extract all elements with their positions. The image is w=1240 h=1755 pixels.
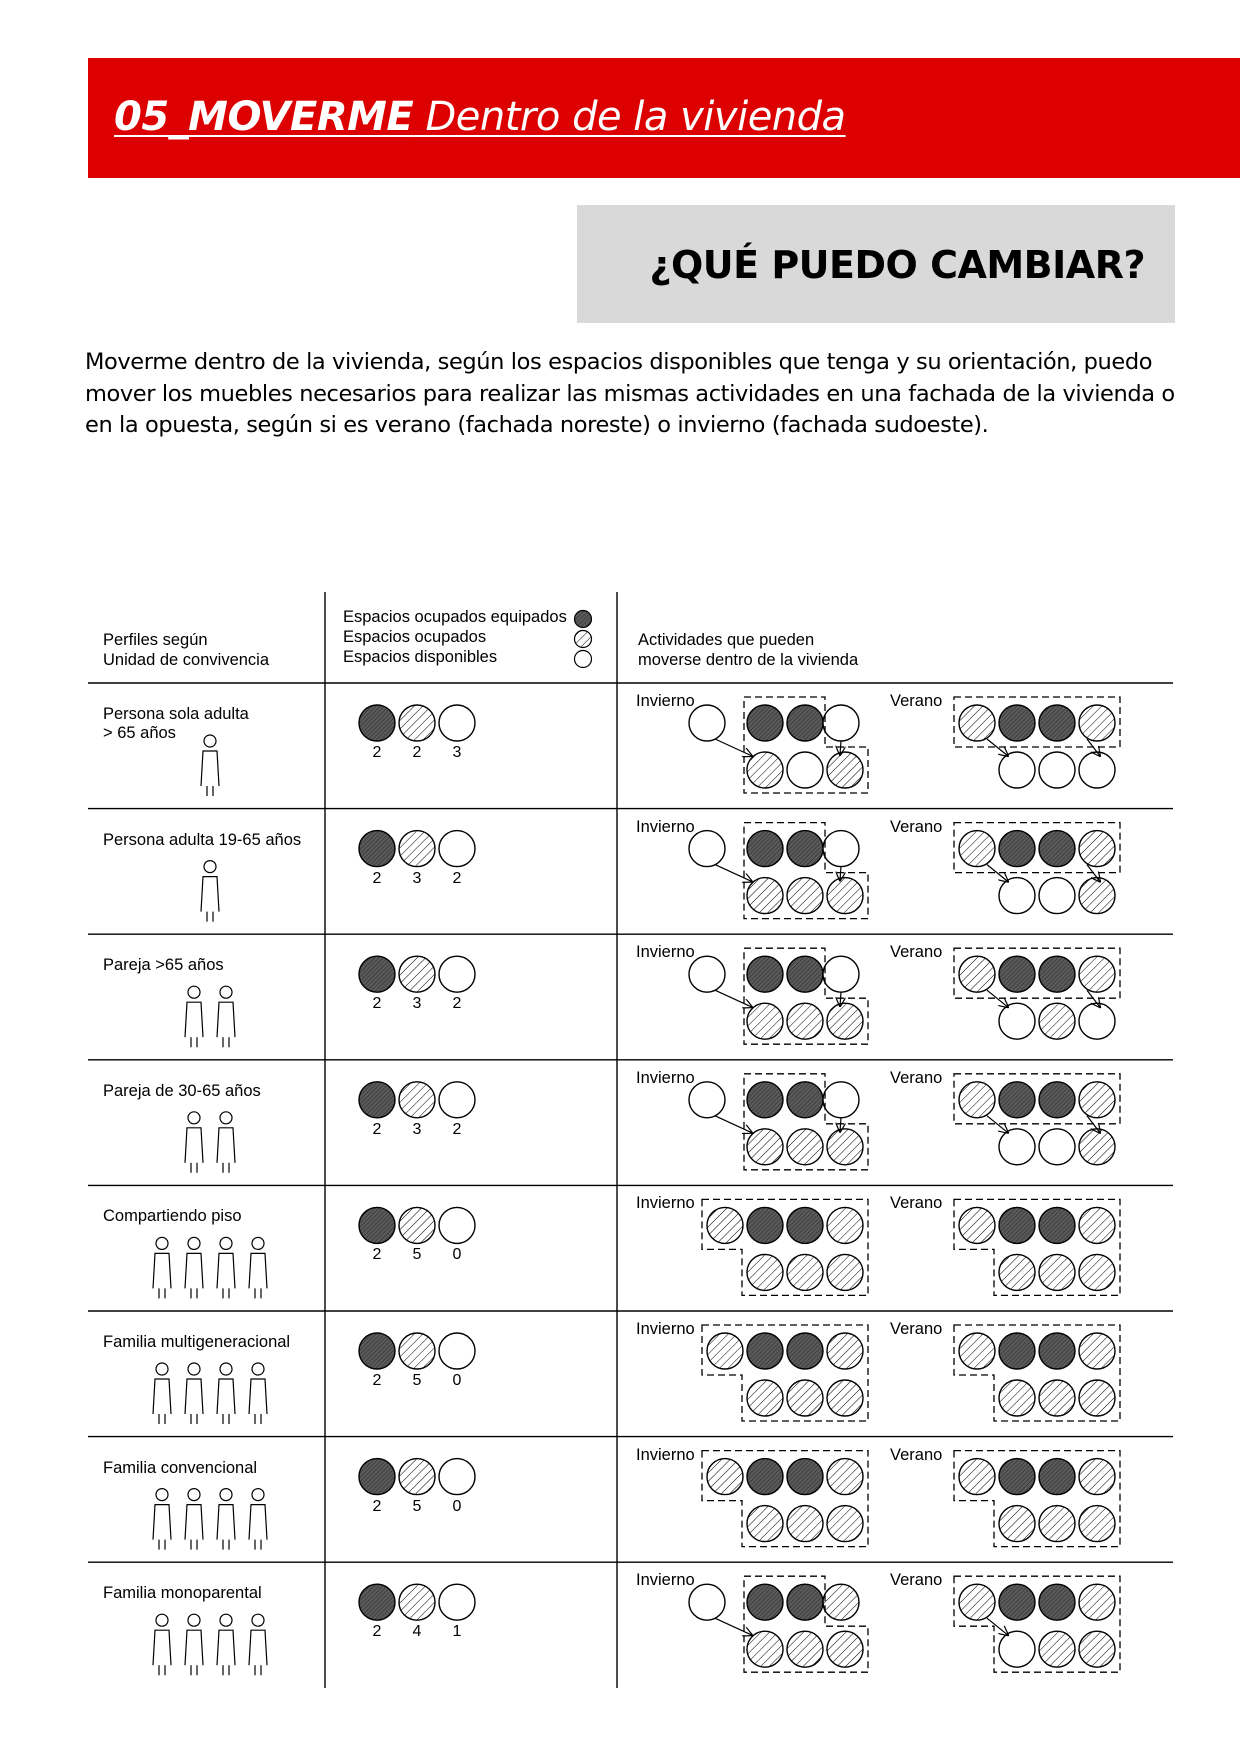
- profile-label: [103, 831, 301, 850]
- space-count: 2: [452, 1120, 462, 1138]
- space-circle: [399, 1207, 435, 1243]
- person-icon: [185, 1253, 203, 1298]
- col-header-profiles: [103, 630, 269, 670]
- question-heading: ¿QUÉ PUEDO CAMBIAR?: [649, 243, 1145, 287]
- space-count: 2: [452, 995, 462, 1013]
- space-circle: [399, 1082, 435, 1118]
- space-count: 4: [412, 1623, 422, 1641]
- summer-label: Verano: [890, 692, 943, 710]
- space-circle: [747, 1584, 783, 1620]
- space-circle: [1079, 956, 1115, 992]
- space-circle: [1079, 1254, 1115, 1290]
- space-circle: [1079, 878, 1115, 914]
- space-circle: [827, 752, 863, 788]
- space-circle: [827, 878, 863, 914]
- space-circle: [439, 1207, 475, 1243]
- profile-label-line: Pareja >65 años: [103, 956, 224, 975]
- space-count: 3: [412, 995, 422, 1013]
- space-circle: [1039, 1584, 1075, 1620]
- person-icon: [188, 1237, 200, 1249]
- space-circle: [959, 1082, 995, 1118]
- col-header-line: Unidad de convivencia: [103, 651, 270, 669]
- move-arrow: [715, 739, 752, 756]
- person-icon: [153, 1253, 171, 1298]
- summer-label: Verano: [890, 1194, 943, 1213]
- space-circle: [439, 1584, 475, 1620]
- profile-label: [103, 705, 249, 743]
- space-count: 3: [412, 1120, 422, 1138]
- space-circle: [999, 878, 1035, 914]
- space-count: 2: [372, 1120, 382, 1138]
- person-icon: [220, 1112, 232, 1124]
- person-icon: [185, 1002, 203, 1047]
- space-count: 2: [452, 869, 462, 887]
- space-circle: [823, 956, 859, 992]
- profile-label-line: Familia multigeneracional: [103, 1333, 291, 1351]
- space-circle: [999, 956, 1035, 992]
- summer-label: Verano: [890, 1445, 943, 1464]
- space-circle: [439, 1459, 475, 1495]
- space-circle: [707, 1207, 743, 1243]
- profile-label-line: Pareja de 30-65 años: [103, 1081, 261, 1100]
- person-icon: [220, 1489, 232, 1501]
- table-row: [153, 1325, 1120, 1424]
- space-circle: [747, 1380, 783, 1416]
- space-circle: [999, 1459, 1035, 1495]
- space-circle: [999, 831, 1035, 867]
- space-circle: [1039, 1082, 1075, 1118]
- person-icon: [220, 1363, 232, 1375]
- space-circle: [1039, 1333, 1075, 1369]
- space-circle: [827, 1631, 863, 1667]
- space-circle: [747, 705, 783, 741]
- space-circle: [1039, 705, 1075, 741]
- space-circle: [827, 1003, 863, 1039]
- space-circle: [747, 831, 783, 867]
- filled-circle-icon: [573, 609, 593, 629]
- table-row: [153, 1576, 1120, 1675]
- space-circle: [1079, 1631, 1115, 1667]
- space-circle: [787, 1631, 823, 1667]
- space-circle: [787, 878, 823, 914]
- summer-label: Verano: [890, 1320, 943, 1338]
- space-count: 5: [412, 1372, 422, 1389]
- space-count: 5: [412, 1246, 422, 1264]
- space-circle: [707, 1459, 743, 1495]
- space-circle: [359, 1584, 395, 1620]
- space-circle: [787, 956, 823, 992]
- space-circle: [827, 1459, 863, 1495]
- person-icon: [217, 1505, 235, 1550]
- intro-paragraph: Moverme dentro de la vivienda, según los espacios disponibles que tenga y su orientación, puedo mover los muebles necesarios para realizar las mismas actividades en una fachada de la vivienda o en la opuesta, según si es verano (fachada noreste) o invierno (fachada sudoeste).: [85, 349, 1175, 438]
- profile-label: [103, 1207, 242, 1226]
- legend-label: Espacios ocupados equipados: [343, 608, 567, 626]
- person-icon: [156, 1363, 168, 1375]
- space-circle: [399, 705, 435, 741]
- space-count: 0: [452, 1246, 462, 1264]
- section-code: 05_MOVERME: [114, 94, 414, 140]
- move-arrow: [715, 865, 752, 882]
- space-circle: [959, 705, 995, 741]
- space-circle: [1079, 1506, 1115, 1542]
- space-circle: [1079, 1584, 1115, 1620]
- space-circle: [787, 1254, 823, 1290]
- space-circle: [359, 1082, 395, 1118]
- move-arrow: [715, 1116, 752, 1133]
- space-circle: [439, 831, 475, 867]
- space-circle: [787, 1459, 823, 1495]
- person-icon: [185, 1379, 203, 1424]
- winter-label: Invierno: [636, 692, 695, 710]
- person-icon: [249, 1505, 267, 1550]
- person-icon: [156, 1237, 168, 1249]
- space-circle: [999, 705, 1035, 741]
- space-circle: [747, 1003, 783, 1039]
- person-icon: [188, 1363, 200, 1375]
- space-count: 2: [372, 1246, 382, 1264]
- summer-label: Verano: [890, 1068, 943, 1087]
- space-circle: [999, 1584, 1035, 1620]
- profile-label: [103, 1333, 290, 1352]
- space-count: 1: [452, 1623, 462, 1641]
- profile-label: [103, 1459, 257, 1478]
- space-circle: [787, 1584, 823, 1620]
- space-circle: [747, 1082, 783, 1118]
- space-circle: [959, 1459, 995, 1495]
- space-circle: [787, 831, 823, 867]
- person-icon: [220, 986, 232, 998]
- person-icon: [185, 1505, 203, 1550]
- col-header-line: Actividades que pueden: [638, 631, 815, 649]
- legend-item-available: [343, 647, 567, 667]
- space-circle: [399, 1584, 435, 1620]
- profile-label: [103, 1584, 262, 1603]
- space-circle: [787, 1207, 823, 1243]
- legend: [343, 607, 567, 667]
- space-circle: [823, 1584, 859, 1620]
- profile-label-line: Persona sola adulta: [103, 705, 249, 723]
- space-circle: [1079, 1459, 1115, 1495]
- space-circle: [1039, 1207, 1075, 1243]
- space-circle: [999, 1380, 1035, 1416]
- space-circle: [1039, 1459, 1075, 1495]
- space-circle: [747, 1129, 783, 1165]
- space-circle: [999, 1003, 1035, 1039]
- winter-label: Invierno: [636, 1068, 695, 1087]
- space-circle: [399, 956, 435, 992]
- space-circle: [827, 1254, 863, 1290]
- person-icon: [153, 1630, 171, 1675]
- space-circle: [399, 831, 435, 867]
- profile-label-line: > 65 años: [103, 724, 176, 742]
- space-circle: [787, 1506, 823, 1542]
- legend-label: Espacios disponibles: [343, 648, 498, 666]
- person-icon: [201, 751, 219, 796]
- winter-label: Invierno: [636, 1445, 695, 1464]
- space-circle: [439, 956, 475, 992]
- space-circle: [1079, 1082, 1115, 1118]
- legend-item-occupied: [343, 627, 567, 647]
- legend-label: Espacios ocupados: [343, 628, 487, 646]
- space-circle: [1039, 1003, 1075, 1039]
- person-icon: [252, 1237, 264, 1249]
- space-circle: [747, 1333, 783, 1369]
- summer-label: Verano: [890, 1571, 943, 1590]
- person-icon: [153, 1505, 171, 1550]
- space-circle: [827, 1129, 863, 1165]
- person-icon: [217, 1630, 235, 1675]
- space-circle: [1039, 1506, 1075, 1542]
- space-circle: [823, 831, 859, 867]
- person-icon: [252, 1614, 264, 1626]
- space-circle: [959, 831, 995, 867]
- person-icon: [156, 1614, 168, 1626]
- table-row: [201, 697, 1120, 796]
- space-circle: [827, 1380, 863, 1416]
- col-header-activities: [638, 630, 858, 670]
- space-circle: [439, 1333, 475, 1369]
- space-circle: [707, 1333, 743, 1369]
- section-subtitle: Dentro de la vivienda: [425, 94, 846, 140]
- summer-label: Verano: [890, 943, 943, 962]
- person-icon: [185, 1128, 203, 1173]
- profile-label: [103, 956, 224, 975]
- hatched-circle-icon: [573, 629, 593, 649]
- person-icon: [217, 1379, 235, 1424]
- space-circle: [999, 1333, 1035, 1369]
- person-icon: [217, 1253, 235, 1298]
- space-circle: [959, 1333, 995, 1369]
- person-icon: [217, 1128, 235, 1173]
- person-icon: [201, 877, 219, 922]
- profile-label-line: Compartiendo piso: [103, 1207, 242, 1226]
- space-count: 0: [452, 1372, 462, 1389]
- space-circle: [787, 1333, 823, 1369]
- profile-label-line: Familia monoparental: [103, 1584, 262, 1603]
- space-circle: [399, 1459, 435, 1495]
- space-circle: [827, 1333, 863, 1369]
- space-circle: [359, 705, 395, 741]
- space-circle: [787, 752, 823, 788]
- table-row: [153, 1199, 1120, 1298]
- space-circle: [999, 1082, 1035, 1118]
- space-circle: [787, 1082, 823, 1118]
- person-icon: [252, 1363, 264, 1375]
- move-arrow: [715, 1618, 752, 1635]
- space-count: 2: [372, 744, 382, 761]
- space-circle: [1079, 1380, 1115, 1416]
- space-circle: [1079, 705, 1115, 741]
- table-row: [201, 823, 1120, 922]
- space-circle: [359, 1207, 395, 1243]
- person-icon: [204, 861, 216, 873]
- space-count: 2: [372, 1497, 382, 1515]
- space-circle: [823, 705, 859, 741]
- space-circle: [747, 1459, 783, 1495]
- winter-label: Invierno: [636, 1571, 695, 1590]
- space-circle: [359, 831, 395, 867]
- move-arrow: [715, 990, 752, 1007]
- space-count: 2: [372, 1372, 382, 1389]
- space-circle: [399, 1333, 435, 1369]
- space-circle: [439, 1082, 475, 1118]
- space-count: 5: [412, 1497, 422, 1515]
- space-circle: [999, 1631, 1035, 1667]
- space-circle: [1079, 752, 1115, 788]
- winter-label: Invierno: [636, 943, 695, 962]
- winter-label: Invierno: [636, 817, 695, 836]
- person-icon: [188, 986, 200, 998]
- person-icon: [220, 1237, 232, 1249]
- space-circle: [787, 1129, 823, 1165]
- table-row: [153, 1451, 1120, 1550]
- space-count: 3: [452, 744, 462, 761]
- space-circle: [747, 752, 783, 788]
- space-circle: [1039, 956, 1075, 992]
- space-circle: [359, 956, 395, 992]
- space-circle: [747, 956, 783, 992]
- space-circle: [1079, 1333, 1115, 1369]
- profile-label-line: Familia convencional: [103, 1458, 258, 1477]
- space-circle: [1039, 831, 1075, 867]
- space-circle: [747, 878, 783, 914]
- person-icon: [185, 1630, 203, 1675]
- space-circle: [1039, 878, 1075, 914]
- space-circle: [827, 1506, 863, 1542]
- person-icon: [153, 1379, 171, 1424]
- space-circle: [999, 1506, 1035, 1542]
- space-circle: [1039, 752, 1075, 788]
- space-circle: [999, 1207, 1035, 1243]
- space-circle: [747, 1254, 783, 1290]
- empty-circle-icon: [573, 649, 593, 669]
- person-icon: [188, 1112, 200, 1124]
- space-circle: [787, 1003, 823, 1039]
- space-circle: [787, 1380, 823, 1416]
- space-circle: [747, 1207, 783, 1243]
- col-header-line: moverse dentro de la vivienda: [638, 651, 859, 669]
- space-count: 2: [372, 995, 382, 1013]
- space-circle: [1079, 1207, 1115, 1243]
- person-icon: [156, 1489, 168, 1501]
- person-icon: [249, 1630, 267, 1675]
- space-circle: [827, 1207, 863, 1243]
- move-arrow: [987, 1618, 1008, 1635]
- space-circle: [999, 752, 1035, 788]
- winter-label: Invierno: [636, 1320, 695, 1338]
- space-circle: [1079, 1129, 1115, 1165]
- space-circle: [1039, 1254, 1075, 1290]
- space-circle: [1039, 1380, 1075, 1416]
- profile-label-line: Persona adulta 19-65 años: [103, 830, 302, 849]
- person-icon: [249, 1253, 267, 1298]
- person-icon: [217, 1002, 235, 1047]
- space-circle: [1079, 831, 1115, 867]
- space-circle: [999, 1254, 1035, 1290]
- space-circle: [959, 956, 995, 992]
- space-circle: [787, 705, 823, 741]
- space-circle: [747, 1631, 783, 1667]
- space-circle: [959, 1207, 995, 1243]
- space-circle: [747, 1506, 783, 1542]
- space-circle: [359, 1333, 395, 1369]
- space-circle: [1039, 1129, 1075, 1165]
- space-count: 2: [412, 744, 422, 761]
- space-circle: [1079, 1003, 1115, 1039]
- space-count: 2: [372, 869, 382, 887]
- space-circle: [359, 1459, 395, 1495]
- person-icon: [252, 1489, 264, 1501]
- space-circle: [1039, 1631, 1075, 1667]
- space-count: 3: [412, 869, 422, 887]
- space-circle: [959, 1584, 995, 1620]
- space-count: 0: [452, 1497, 462, 1515]
- person-icon: [249, 1379, 267, 1424]
- col-header-line: Perfiles según: [103, 631, 208, 649]
- summer-label: Verano: [890, 817, 943, 836]
- profile-label: [103, 1082, 261, 1101]
- space-circle: [999, 1129, 1035, 1165]
- space-count: 2: [372, 1623, 382, 1641]
- space-circle: [823, 1082, 859, 1118]
- space-circle: [439, 705, 475, 741]
- person-icon: [220, 1614, 232, 1626]
- winter-label: Invierno: [636, 1194, 695, 1213]
- person-icon: [188, 1489, 200, 1501]
- legend-item-equipped: [343, 607, 567, 627]
- person-icon: [188, 1614, 200, 1626]
